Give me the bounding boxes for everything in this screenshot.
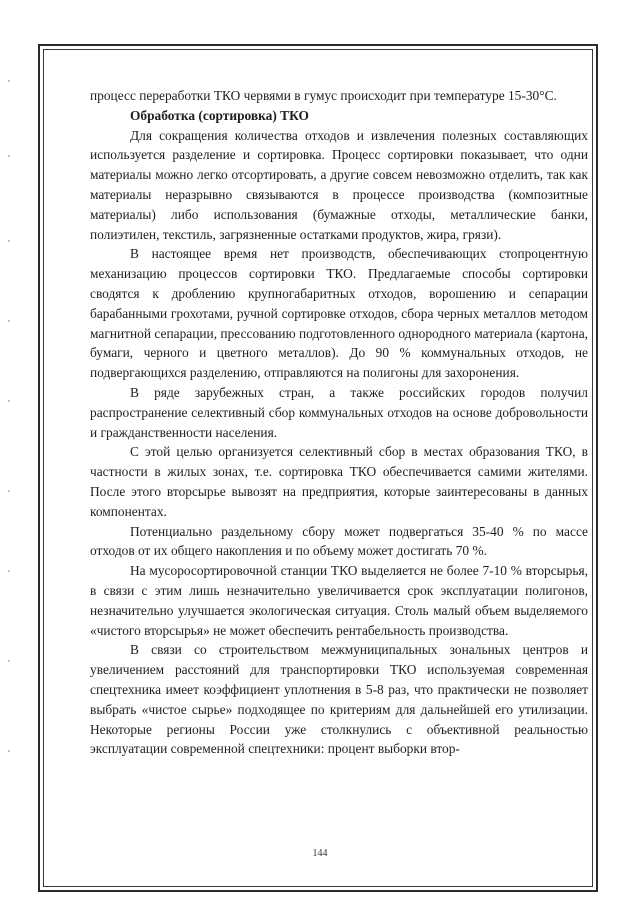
text-body (90, 86, 588, 759)
section-heading: Обработка (сортировка) ТКО (130, 107, 309, 123)
scan-edge-marks (8, 60, 14, 820)
paragraph-continuation: процесс переработки ТКО червями в гумус происходит при температуре 15-30°С. (90, 88, 557, 103)
paragraph: С этой целью организуется селективный сбор в местах образования ТКО, в частности в жилых зонах, т.е. сортировка ТКО обеспечивается самими жителями. После этого вторсырье вывозят на предприятия, которые заинтересованы в данных компонентах. (90, 444, 588, 519)
paragraph: В связи со строительством межмуниципальных зональных центров и увеличением расстояний для транспортировки ТКО используемая современная спецтехника имеет коэффициент уплотнения в 5-8 раз, что практически не позволяет выбрать «чистое сырье» подходящее по критериям для дальнейшей его утилизации. Некоторые регионы России уже столкнулись с объективной реальностью эксплуатации современной спецтехники: процент выборки втор- (90, 642, 588, 757)
paragraph: В ряде зарубежных стран, а также российских городов получил распространение селективный сбор коммунальных отходов на основе добровольности и гражданственности населения. (90, 384, 588, 440)
page-number: 144 (312, 848, 328, 859)
paragraph: В настоящее время нет производств, обеспечивающих стопроцентную механизацию процессов сортировки ТКО. Предлагаемые способы сортировки сводятся к дроблению крупногабаритных отходов, ворошению и сепарации барабанными грохотами, ручной сортировке отходов, сбора черных металлов методом магнитной сепарации, прессованию подготовленного однородного материала (картона, бумаги, черного и цветного металлов). До 90 % коммунальных отходов, не подвергающихся разделению, отправляются на полигоны для захоронения. (90, 246, 588, 381)
paragraph: На мусоросортировочной станции ТКО выделяется не более 7-10 % вторсырья, в связи с этим лишь незначительно увеличивается срок эксплуатации полигонов, незначительно улучшается экологическая ситуация. Столь малый объем выделяемого «чистого вторсырья» не может обеспечить рентабельность производства. (90, 563, 588, 638)
paragraph: Потенциально раздельному сбору может подвергаться 35-40 % по массе отходов от их общего накопления и по объему может достигать 70 %. (90, 523, 588, 559)
paragraph: Для сокращения количества отходов и извлечения полезных составляющих используется разделение и сортировка. Процесс сортировки показывает, что одни материалы можно легко отсортировать, а другие совсем невозможно отделить, так как материалы неразрывно связываются в процессе производства (композитные материалы) либо использования (бумажные отходы, металлические банки, полиэтилен, текстиль, загрязненные остатками продуктов, жира, грязи). (90, 127, 588, 242)
